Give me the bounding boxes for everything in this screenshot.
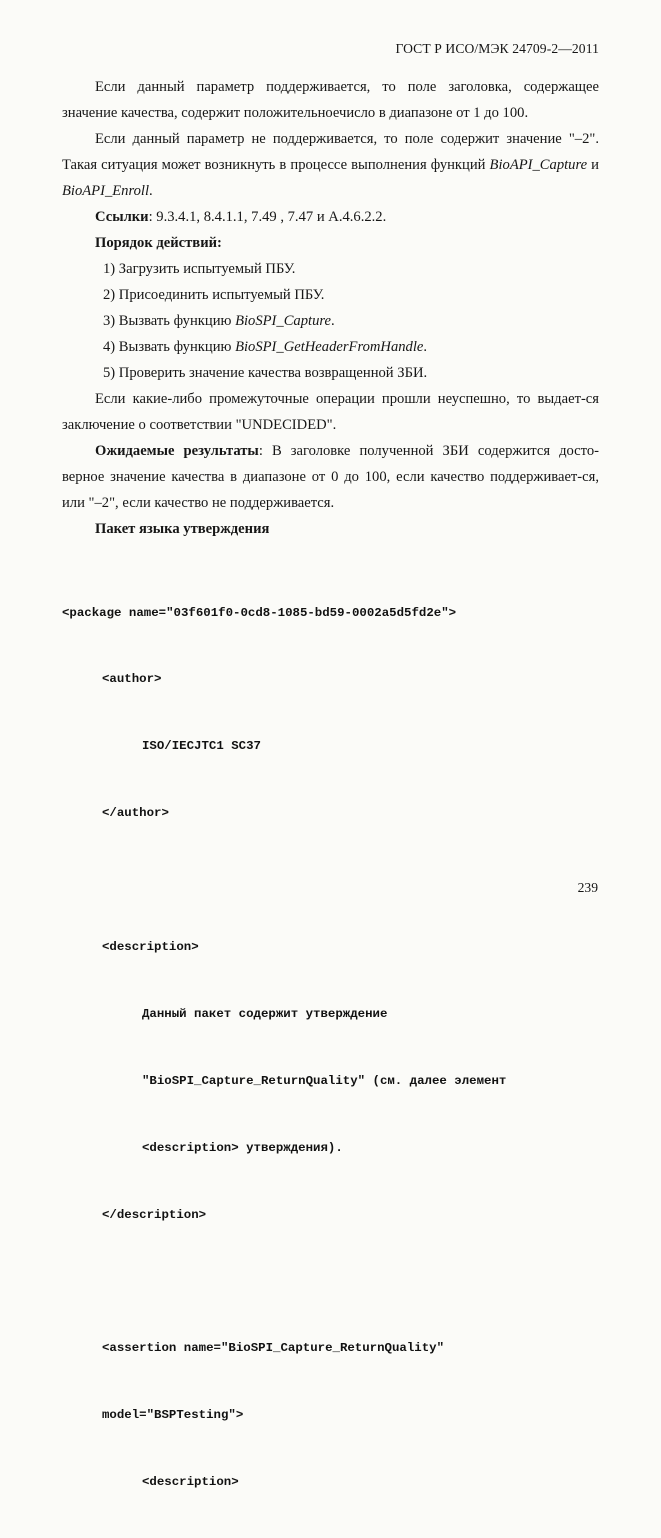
function-name: BioSPI_Capture xyxy=(235,313,331,329)
expected-results-label: Ожидаемые результаты xyxy=(95,443,259,459)
procedure-step: 1) Загрузить испытуемый ПБУ. xyxy=(103,261,296,277)
paragraph-undecided: Если какие-либо промежуточные операции прошли неуспешно, то выдает-ся заключение о соответствии "UNDECIDED". xyxy=(62,391,599,433)
procedure-step: 3) Вызвать функцию BioSPI_Capture. xyxy=(103,313,335,329)
code-line: <description> xyxy=(102,940,199,955)
paragraph-quality-supported: Если данный параметр поддерживается, то поле заголовка, содержащее значение качества, содержит положительноечисло в диапазоне от 1 до 100. xyxy=(62,79,599,121)
paragraph-expected-results: Ожидаемые результаты: В заголовке полученной ЗБИ содержится досто-верное значение качества в диапазоне от 0 до 100, если качество поддерживает-ся, или "–2", если качество не поддерживается. xyxy=(62,443,600,511)
procedure-step: 2) Присоединить испытуемый ПБУ. xyxy=(103,287,325,303)
function-name: BioSPI_GetHeaderFromHandle xyxy=(235,339,424,355)
code-line: model="BSPTesting"> xyxy=(102,1408,244,1423)
code-line: <author> xyxy=(102,672,162,687)
assertion-package-heading: Пакет языка утверждения xyxy=(95,521,270,537)
function-name: BioAPI_Enroll xyxy=(62,183,150,199)
code-line: "BioSPI_Capture_ReturnQuality" (см. далее элемент xyxy=(142,1073,507,1088)
code-line: <description> xyxy=(142,1475,239,1490)
blank-line xyxy=(62,1271,506,1293)
paragraph-quality-not-supported: Если данный параметр не поддерживается, то поле содержит значение "–2". Такая ситуация может возникнуть в процессе выполнения функций BioAPI_Capture и BioAPI_Enroll. xyxy=(62,131,599,199)
standard-header: ГОСТ Р ИСО/МЭК 24709-2—2011 xyxy=(395,41,599,56)
code-line: </author> xyxy=(102,806,169,821)
code-line: <package name="03f601f0-0cd8-1085-bd59-0002a5d5fd2e"> xyxy=(62,605,457,620)
code-line: <assertion name="BioSPI_Capture_ReturnQuality" xyxy=(102,1341,445,1356)
references-line: Ссылки: 9.3.4.1, 8.4.1.1, 7.49 , 7.47 и А.4.6.2.2. xyxy=(95,209,387,225)
procedure-heading: Порядок действий: xyxy=(95,235,222,251)
body-text xyxy=(62,74,599,542)
page-number: 239 xyxy=(577,880,598,895)
code-line: ISO/IECJTC1 SC37 xyxy=(142,739,261,754)
references-label: Ссылки xyxy=(95,209,149,225)
code-line: Данный пакет содержит утверждение xyxy=(142,1006,388,1021)
blank-line xyxy=(62,869,506,891)
procedure-step: 5) Проверить значение качества возвращенной ЗБИ. xyxy=(103,365,428,381)
function-name: BioAPI_Capture xyxy=(489,157,588,173)
code-line: </description> xyxy=(102,1207,207,1222)
xml-code-block xyxy=(62,557,506,1538)
procedure-step: 4) Вызвать функцию BioSPI_GetHeaderFromHandle. xyxy=(103,339,428,355)
code-line: <description> утверждения). xyxy=(142,1140,343,1155)
